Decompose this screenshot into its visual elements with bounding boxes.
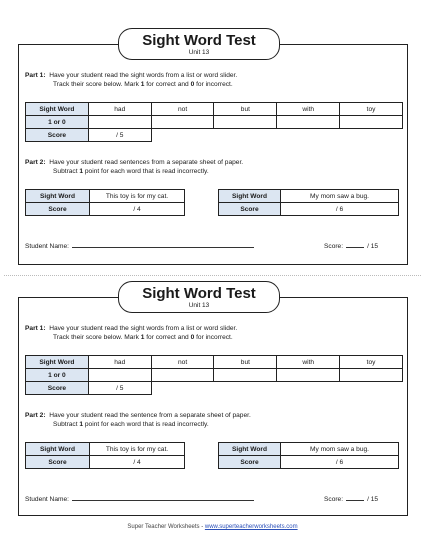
sentence-header: Sight Word: [26, 443, 90, 456]
sight-word-cell: but: [214, 103, 277, 116]
table-row: [26, 203, 185, 216]
table-row: [26, 129, 403, 142]
score-header: Score: [219, 456, 281, 469]
table-row: [219, 443, 399, 456]
total-score-field: [324, 494, 378, 503]
part2-line2: Subtract 1 point for each word that is read incorrectly.: [53, 168, 209, 175]
part1-line1: Have your student read the sight words from a list or word slider.: [49, 325, 238, 332]
score-header: Score: [26, 382, 89, 395]
empty-cell: [277, 129, 340, 142]
title-badge-1: [118, 28, 280, 60]
sight-word-cell: not: [151, 356, 214, 369]
sentence-cell: My mom saw a bug.: [281, 443, 399, 456]
sight-word-cell: had: [88, 356, 151, 369]
sentence-table-b: [218, 442, 399, 469]
total-score-field: [324, 241, 378, 250]
total-score-max: / 15: [367, 496, 379, 503]
student-name-field: [25, 494, 254, 503]
footer-link[interactable]: www.superteacherworksheets.com: [204, 524, 298, 530]
score-value[interactable]: / 4: [90, 456, 185, 469]
empty-cell: [151, 382, 214, 395]
sight-words-table: [25, 355, 403, 395]
part1-instructions: [25, 71, 237, 89]
sentence-cell: This toy is for my cat.: [90, 190, 185, 203]
mark-cell[interactable]: [88, 116, 151, 129]
part1-label: Part 1:: [25, 72, 46, 79]
table-row: [26, 369, 403, 382]
cut-line: [4, 275, 421, 276]
mark-cell[interactable]: [214, 369, 277, 382]
part1-line2: Track their score below. Mark 1 for correct and 0 for incorrect.: [53, 81, 233, 88]
mark-cell[interactable]: [277, 369, 340, 382]
empty-cell: [277, 382, 340, 395]
sight-word-cell: not: [151, 103, 214, 116]
table-row: [219, 190, 399, 203]
part1-line2: Track their score below. Mark 1 for correct and 0 for incorrect.: [53, 334, 233, 341]
empty-cell: [340, 382, 403, 395]
table-row: [26, 116, 403, 129]
unit-label: Unit 13: [188, 302, 210, 309]
total-score-max: / 15: [367, 243, 379, 250]
empty-cell: [151, 129, 214, 142]
sight-word-cell: toy: [340, 356, 403, 369]
sight-word-header: Sight Word: [26, 103, 89, 116]
table-row: [219, 203, 399, 216]
empty-cell: [340, 129, 403, 142]
part1-label: Part 1:: [25, 325, 46, 332]
mark-cell[interactable]: [214, 116, 277, 129]
total-score-blank[interactable]: [346, 241, 364, 248]
unit-label: Unit 13: [188, 49, 210, 56]
worksheet-1: [18, 44, 408, 265]
mark-cell[interactable]: [277, 116, 340, 129]
student-name-label: Student Name:: [25, 496, 69, 503]
score-value[interactable]: / 4: [90, 203, 185, 216]
part1-instructions: [25, 324, 237, 342]
total-score-label: Score:: [324, 496, 344, 503]
empty-cell: [214, 129, 277, 142]
page-title: Sight Word Test: [142, 285, 256, 302]
mark-cell[interactable]: [151, 116, 214, 129]
sentence-header: Sight Word: [219, 190, 281, 203]
score-header: Score: [26, 203, 90, 216]
sentence-cell: My mom saw a bug.: [281, 190, 399, 203]
sight-word-cell: with: [277, 356, 340, 369]
mark-cell[interactable]: [151, 369, 214, 382]
sentence-header: Sight Word: [219, 443, 281, 456]
sight-word-cell: had: [88, 103, 151, 116]
sentence-table-a: [25, 442, 185, 469]
footer-text: Super Teacher Worksheets -: [127, 524, 205, 530]
worksheet-2: [18, 297, 408, 516]
part2-label: Part 2:: [25, 159, 46, 166]
student-name-blank[interactable]: [72, 241, 254, 248]
score-value[interactable]: / 5: [88, 382, 151, 395]
score-value[interactable]: / 6: [281, 456, 399, 469]
student-name-field: [25, 241, 254, 250]
part2-line2: Subtract 1 point for each word that is read incorrectly.: [53, 421, 209, 428]
score-value[interactable]: / 6: [281, 203, 399, 216]
table-row: [26, 382, 403, 395]
sight-word-cell: but: [214, 356, 277, 369]
total-score-blank[interactable]: [346, 494, 364, 501]
mark-cell[interactable]: [340, 369, 403, 382]
table-row: [26, 190, 185, 203]
student-name-label: Student Name:: [25, 243, 69, 250]
student-name-blank[interactable]: [72, 494, 254, 501]
title-badge-2: [118, 281, 280, 313]
sentence-table-b: [218, 189, 399, 216]
part2-line1: Have your student read sentences from a separate sheet of paper.: [49, 159, 244, 166]
mark-header: 1 or 0: [26, 116, 89, 129]
table-row: [26, 456, 185, 469]
mark-cell[interactable]: [340, 116, 403, 129]
page-title: Sight Word Test: [142, 32, 256, 49]
score-header: Score: [219, 203, 281, 216]
mark-header: 1 or 0: [26, 369, 89, 382]
table-row: [219, 456, 399, 469]
sentence-cell: This toy is for my cat.: [90, 443, 185, 456]
part1-line1: Have your student read the sight words from a list or word slider.: [49, 72, 238, 79]
score-header: Score: [26, 456, 90, 469]
part2-instructions: [25, 158, 243, 176]
mark-cell[interactable]: [88, 369, 151, 382]
sight-word-header: Sight Word: [26, 356, 89, 369]
part2-label: Part 2:: [25, 412, 46, 419]
score-header: Score: [26, 129, 89, 142]
sentence-header: Sight Word: [26, 190, 90, 203]
sight-word-cell: with: [277, 103, 340, 116]
table-row: [26, 443, 185, 456]
empty-cell: [214, 382, 277, 395]
part2-instructions: [25, 411, 251, 429]
sentence-table-a: [25, 189, 185, 216]
sight-word-cell: toy: [340, 103, 403, 116]
table-row: [26, 103, 403, 116]
sight-words-table: [25, 102, 403, 142]
part2-line1: Have your student read the sentence from a separate sheet of paper.: [49, 412, 251, 419]
footer: [0, 524, 425, 530]
total-score-label: Score:: [324, 243, 344, 250]
score-value[interactable]: / 5: [88, 129, 151, 142]
table-row: [26, 356, 403, 369]
